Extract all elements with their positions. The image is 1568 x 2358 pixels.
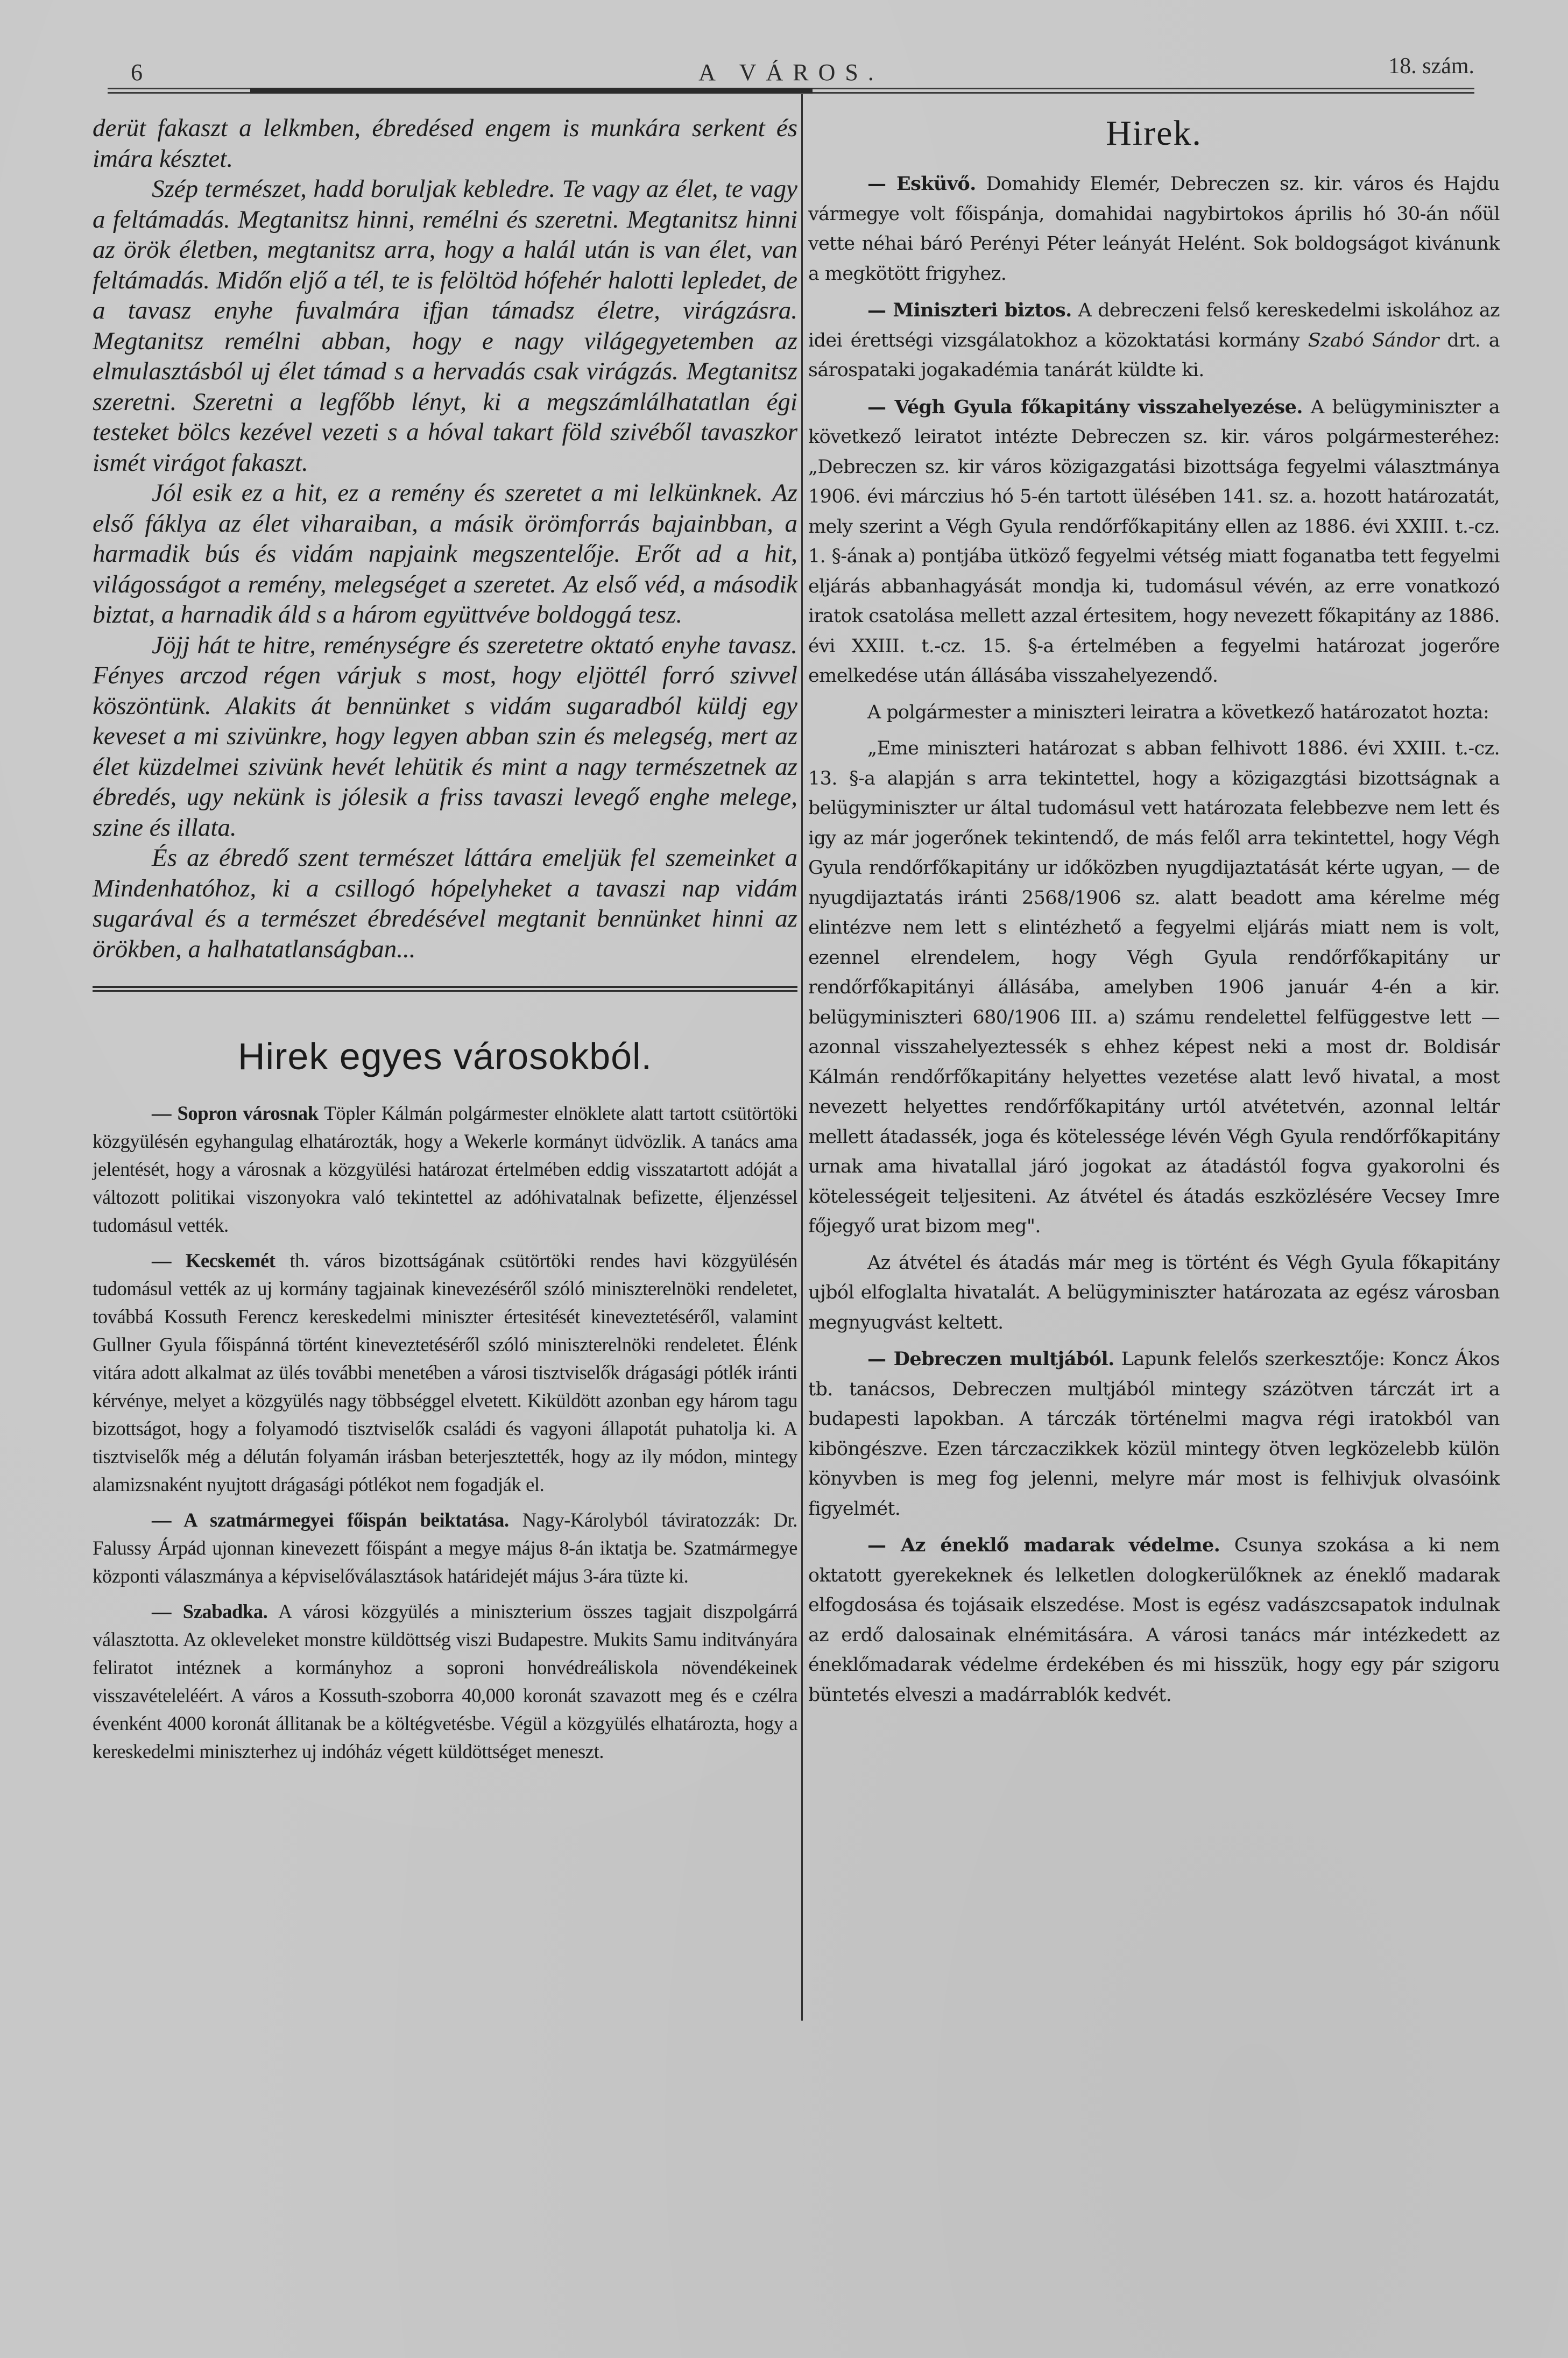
section-rule (93, 986, 797, 992)
essay-paragraph: És az ébredő szent természet láttára emeljük fel szemeinket a Mindenhatóhoz, ki a csillogó hópelyheket a tavaszi nap vidám sugarával és a természet ébredésével megtanit bennünket hinni az örökben, a halhatatlanságban... (93, 844, 797, 963)
news-body: Töpler Kálmán polgármester elnöklete alatt tartott csütörtöki közgyülésén egyhangulag elhatározták, hogy a Wekerle kormányt üdvözlik. A tanács ama jelentését, hogy a városnak a közgyülési határozat értelmében eddig visszatartott adóját a változott politikai viszonyokra való tekintettel az adóhivatalnak befizette, éljenzéssel tudomásul vették. (93, 1102, 797, 1236)
city-news-list (93, 1099, 797, 1766)
news-lead: — Kecskemét (152, 1249, 276, 1272)
essay-paragraph: Szép természet, hadd boruljak kebledre. Te vagy az élet, te vagy a feltámadás. Megtanitsz hinni, remélni és szeretni. Megtanitsz hinni az örök életben, megtanitsz arra, hogy a halál után is van élet, van feltámadás. Midőn eljő a tél, te is felöltöd hófehér halotti lepledet, de a tavasz enyhe fuvalmára ifjan támadsz életre, virágzásra. Megtanitsz remélni abban, hogy e nagy világegyetemben az elmulasztásból uj élet támad s a hervadás csak virágzás. Megtanitsz szeretni. Szeretni a legfőbb lényt, ki a megszámlálhatatlan égi testeket bölcs kezével vezeti s a hóval takart föld szivéből tavaszkor ismét virágot fakaszt. (93, 175, 797, 477)
news-lead: — Sopron városnak (152, 1102, 319, 1124)
news-body: Nagy-Károlyból táviratozzák: Dr. Falussy Árpád ujonnan kinevezett főispánt a megye május 8-án iktatja be. Szatmármegye központi válaszmánya a képviselőválasztások határidejét május 3-ára tüzte ki. (93, 1509, 797, 1587)
news-item (808, 295, 1500, 386)
news-body: Csunya szokása a ki nem oktatott gyerekeknek és lelketlen dologkerülőknek az éneklő madarak elfogdosása és tojásaik elszedése. Most is egész vadászcsapatok indulnak az erdő dalosainak elnémitására. A városi tanács már intézkedett az éneklőmadarak védelme érdekében és mi hisszük, hogy egy pár szigoru büntetés elveszi a madárrablók kedvét. (808, 1535, 1500, 1706)
section-heading-city-news: Hirek egyes városokból. (238, 1035, 652, 1077)
news-body: Domahidy Elemér, Debreczen sz. kir. város és Hajdu vármegye volt főispánja, domahidai nagybirtokos április hó 30-án nőül vette néhai báró Perényi Péter leányát Helént. Sok boldogságot kivánunk a megkötött frigyhez. (808, 173, 1500, 285)
left-column (93, 113, 797, 1773)
news-body: Lapunk felelős szerkesztője: Koncz Ákos tb. tanácsos, Debreczen multjából mintegy százötven tárczát irt a budapesti lapokban. A tárczák történelmi magva régi iratokból van kiböngészve. Ezen tárczaczikkek közül mintegy ötven legközelebb külön könyvben is meg fog jelenni, melyre már most is felhivjuk olvasóink figyelmét. (808, 1349, 1500, 1520)
news-paragraph (808, 698, 1500, 728)
news-lead: — Végh Gyula főkapitány visszahelyezése. (867, 396, 1303, 418)
person-name: Szabó Sándor (1308, 329, 1439, 351)
news-item (93, 1099, 797, 1239)
essay (93, 113, 797, 964)
news-item (808, 169, 1500, 289)
news-item (93, 1506, 797, 1590)
news-body: A belügyminiszter a következő leiratot intézte Debreczen sz. kir. város polgármesteréhez: „Debreczen sz. kir város közigazgatási bizottsága fegyelmi választmánya 1906. évi márczius hó 5-én tartott ülésében 141. sz. a. hozott határozatát, mely szerint a Végh Gyula rendőrfőkapitány ellen az 1886. évi XXIII. t.-cz. 1. §-ának a) pontjába ütköző fegyelmi vétség miatt foganatba tett fegyelmi eljárás abbanhagyását mondja ki, tudomásul vévén, az erre vonatkozó iratok csatolása mellett azzal értesitem, hogy nevezett főkapitány az 1886. évi XXIII. t.-cz. 15. §-a értelmében a fegyelmi határozat jogerőre emelkedése után állásába visszahelyezendő. (808, 396, 1500, 687)
news-item (93, 1247, 797, 1499)
news-body: „Eme miniszteri határozat s abban felhivott 1886. évi XXIII. t.-cz. 13. §-a alapján s arra tekintettel, hogy a közigazgtási bizottságnak a belügyminiszter ur által tudomásul vett határozata felebbezve nem lett és igy az már jogerőnek tekintendő, de más felől arra tekintettel, hogy Végh Gyula rendőrfőkapitány ur időközben nyugdijaztatását kérte ugyan, — de nyugdijaztatás iránti 2568/1906 sz. alatt beadott ama kérelme még elintézve nem lett s elintézhető a fegyelmi eljárás miatt nem is volt, ezennel elrendelem, hogy Végh Gyula rendőrfőkapitány ur rendőrfőkapitányi állásába, amelyben 1906 január 4-én a kir. belügyminiszteri 680/1906 III. a) számu rendelettel felfüggestve lett — azonnal visszahelyeztessék s ehhez képest neki a most dr. Boldisár Kálmán rendőrfőkapitány helyettes vezetése alatt levő hivatal, a most nevezett helyettes rendőrfőkapitány urtól atvétetvén, azonnal leltár mellett átadassék, joga és kötelessége lévén Végh Gyula rendőrfőkapitány urnak ama hivatallal járó jogokat az átadástól fogva gyakorolni és kötelességeit teljesiteni. Az átvétel és átadás eszközlésére Vecsey Imre főjegyő urat bizom meg". (808, 738, 1500, 1237)
news-lead: — Miniszteri biztos. (867, 299, 1072, 321)
page-number: 6 (131, 59, 143, 86)
news-lead: — Esküvő. (867, 173, 976, 195)
news-lead: — Szabadka. (152, 1600, 268, 1622)
news-paragraph (808, 734, 1500, 1242)
news-body: th. város bizottságának csütörtöki rendes havi közgyülésén tudomásul vették az uj kormány tagjainak kinevezéséről szóló miniszterelnöki rendeletet, továbbá Kossuth Ferencz kereskedelmi miniszter értesitését kineveztetéséről, valamint Gullner Gyula főispánná történt kineveztetéséről szóló miniszterelnöki rendeletet. Élénk vitára adott alkalmat az ülés további menetében a városi tisztviselők drágasági pótlék iránti kérvénye, melyet a közgyülés nagy többséggel elvetett. Kiküldött azonban egy három tagu bizottságot, hogy a folyamodó tisztviselők családi és vagyoni állapotát puhatolja ki. A tisztviselők még a délután folyamán irásban beterjesztették, hogy az ily módon, mintegy alamizsnaként nyujtott drágasági pótlékot nem fogadják el. (93, 1249, 798, 1495)
right-column (808, 113, 1500, 1717)
column-divider (801, 94, 803, 2021)
section-heading-news: Hirek. (1106, 114, 1202, 153)
essay-paragraph: Jól esik ez a hit, ez a remény és szeretet a mi lelkünknek. Az első fáklya az élet viharaiban, a másik örömforrás bajainbban, a harmadik bús és vidám napjaink megszentelője. Erőt ad a hit, világosságot a remény, melegséget a szeretet. Az első véd, a második biztat, a harnadik áld s a három együttvéve boldoggá tesz. (93, 479, 797, 629)
news-body: drt. a sárospataki jogakadémia tanárát küldte ki. (808, 329, 1500, 381)
news-body: A polgármester a miniszteri leiratra a következő határozatot hozta: (867, 701, 1489, 723)
news-body: A debreczeni felső kereskedelmi iskolához az idei érettségi vizsgálatokhoz a közoktatási kormány (808, 300, 1500, 351)
news-item (808, 1530, 1500, 1710)
issue-number: 18. szám. (1388, 54, 1474, 79)
news-lead: — Az éneklő madarak védelme. (867, 1534, 1220, 1556)
news-list (808, 169, 1500, 1710)
journal-title: A VÁROS. (698, 59, 884, 86)
news-item (808, 392, 1500, 691)
news-item (808, 1344, 1500, 1524)
news-item (93, 1598, 797, 1766)
news-paragraph (808, 1248, 1500, 1338)
news-lead: — A szatmármegyei főispán beiktatása. (152, 1509, 509, 1531)
news-lead: — Debreczen multjából. (867, 1348, 1114, 1370)
news-body: Az átvétel és átadás már meg is történt és Végh Gyula főkapitány ujból elfoglalta hivatalát. A belügyminiszter határozata az egész városban megnyugvást keltett. (808, 1252, 1500, 1333)
essay-paragraph: derüt fakaszt a lelkmben, ébredésed engem is munkára serkent és imára késztet. (93, 114, 797, 173)
header-rule-thick (250, 88, 813, 94)
essay-paragraph: Jöjj hát te hitre, reménységre és szeretetre oktató enyhe tavasz. Fényes arczod régen várjuk s most, hogy eljöttél forró szivvel köszöntünk. Alakits át bennünket s vidám sugaradból küldj egy keveset a mi szivünkre, hogy legyen abban szin és melegség, mert az élet küzdelmei szivünk hevét lehütik és mint a nagy természetnek az ébredés, ugy nekünk is jólesik a friss tavaszi levegő enghe melege, szine és illata. (93, 631, 797, 842)
running-head (108, 51, 1474, 86)
news-body: A városi közgyülés a miniszterium összes tagjait diszpolgárrá választotta. Az okleveleket monstre küldöttség viszi Budapestre. Mukits Samu inditványára feliratot intéznek a kormányhoz a soproni honvédreáliskola növendékeinek visszavételeléért. A város a Kossuth-szoborra 40,000 koronát szavazott meg és e czélra évenként 4000 koronát állitanak be a költégvetésbe. Végül a közgyülés elhatározta, hogy a kereskedelmi miniszterhez uj indóház végett küldöttséget meneszt. (93, 1600, 797, 1762)
